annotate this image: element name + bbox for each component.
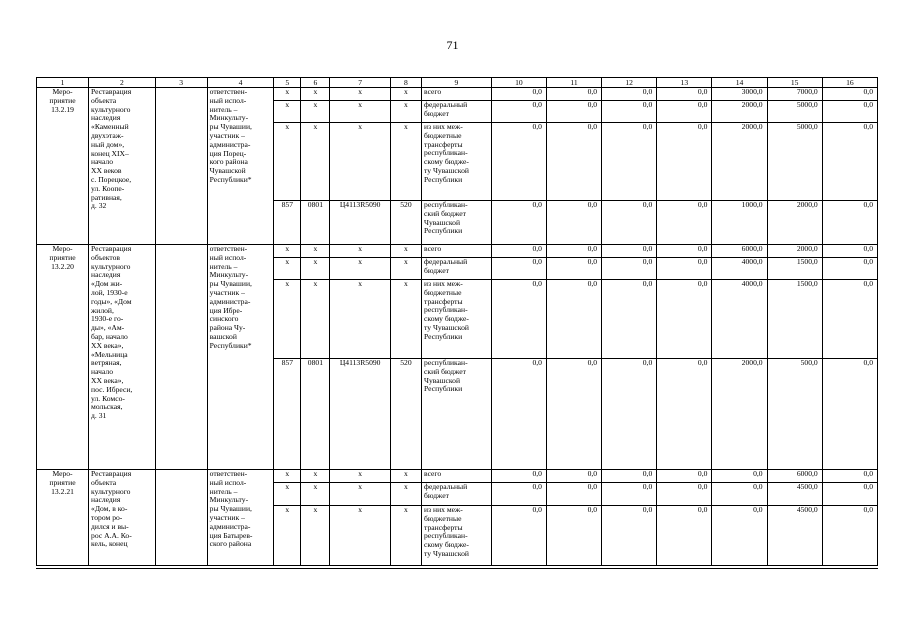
value-cell: 0,0 xyxy=(657,88,712,101)
header-cell: 13 xyxy=(657,78,712,88)
target-article-cell: Ц4113R5090 xyxy=(330,201,390,245)
value-cell: 0,0 xyxy=(822,88,877,101)
event-name-cell: Реставрация объектов культурного наследия «Дом жи- лой, 1930-е годы», «Дом жилой, 1930-е го- ды», «Ам- бар, начало XX века», «Мельница ветряная, начало XX века», пос. Ибреси, ул. Комсо- мольская, д. 31 xyxy=(89,245,156,470)
funding-source-cell: из них меж- бюджетные трансферты республикан- скому бюдже- ту Чувашской Республики xyxy=(422,280,492,359)
funding-source-cell: республикан- ский бюджет Чувашской Республики xyxy=(422,359,492,470)
value-cell: 0,0 xyxy=(546,201,601,245)
section-cell: x xyxy=(301,258,330,280)
value-cell: 0,0 xyxy=(602,483,657,506)
header-cell: 9 xyxy=(422,78,492,88)
value-cell: 0,0 xyxy=(822,201,877,245)
value-cell: 0,0 xyxy=(602,280,657,359)
value-cell: 0,0 xyxy=(546,280,601,359)
value-cell: 4000,0 xyxy=(712,258,767,280)
section-cell: x xyxy=(301,123,330,201)
target-article-cell: x xyxy=(330,101,390,123)
grbs-cell: 857 xyxy=(274,201,301,245)
value-cell: 500,0 xyxy=(767,359,822,470)
funding-source-cell: из них меж- бюджетные трансферты республикан- скому бюдже- ту Чувашской xyxy=(422,506,492,566)
value-cell: 0,0 xyxy=(491,101,546,123)
expense-type-cell: x xyxy=(390,258,421,280)
header-cell: 15 xyxy=(767,78,822,88)
value-cell: 0,0 xyxy=(822,258,877,280)
value-cell: 0,0 xyxy=(491,280,546,359)
value-cell: 0,0 xyxy=(546,101,601,123)
value-cell: 4000,0 xyxy=(712,280,767,359)
target-article-cell: x xyxy=(330,88,390,101)
value-cell: 0,0 xyxy=(546,258,601,280)
value-cell: 2000,0 xyxy=(712,359,767,470)
value-cell: 4500,0 xyxy=(767,506,822,566)
value-cell: 0,0 xyxy=(657,470,712,483)
value-cell: 0,0 xyxy=(546,245,601,258)
header-cell: 11 xyxy=(546,78,601,88)
funding-source-cell: всего xyxy=(422,245,492,258)
value-cell: 0,0 xyxy=(657,359,712,470)
table-row xyxy=(37,245,878,258)
grbs-cell: x xyxy=(274,483,301,506)
value-cell: 0,0 xyxy=(657,201,712,245)
value-cell: 0,0 xyxy=(657,280,712,359)
value-cell: 0,0 xyxy=(712,470,767,483)
target-article-cell: x xyxy=(330,123,390,201)
expense-type-cell: 520 xyxy=(390,359,421,470)
grbs-cell: x xyxy=(274,88,301,101)
value-cell: 0,0 xyxy=(546,359,601,470)
value-cell: 0,0 xyxy=(822,359,877,470)
target-article-cell: x xyxy=(330,280,390,359)
expense-type-cell: 520 xyxy=(390,201,421,245)
header-cell: 1 xyxy=(37,78,89,88)
col3-cell xyxy=(155,88,207,245)
expense-type-cell: x xyxy=(390,123,421,201)
value-cell: 2000,0 xyxy=(767,245,822,258)
header-cell: 7 xyxy=(330,78,390,88)
value-cell: 3000,0 xyxy=(712,88,767,101)
value-cell: 0,0 xyxy=(602,470,657,483)
value-cell: 0,0 xyxy=(546,470,601,483)
event-id-cell: Меро- приятие 13.2.19 xyxy=(37,88,89,245)
value-cell: 0,0 xyxy=(822,280,877,359)
value-cell: 4500,0 xyxy=(767,483,822,506)
header-cell: 5 xyxy=(274,78,301,88)
value-cell: 5000,0 xyxy=(767,101,822,123)
executor-cell: ответствен- ный испол- нитель – Минкульту- ры Чувашии, участник – администра- ция Порец- кого района Чувашской Республики* xyxy=(207,88,274,245)
grbs-cell: x xyxy=(274,101,301,123)
value-cell: 0,0 xyxy=(712,483,767,506)
grbs-cell: x xyxy=(274,470,301,483)
expense-type-cell: x xyxy=(390,470,421,483)
funding-source-cell: федеральный бюджет xyxy=(422,483,492,506)
event-id-cell: Меро- приятие 13.2.20 xyxy=(37,245,89,470)
header-cell: 12 xyxy=(602,78,657,88)
value-cell: 0,0 xyxy=(546,506,601,566)
value-cell: 1000,0 xyxy=(712,201,767,245)
header-row xyxy=(37,78,878,88)
value-cell: 6000,0 xyxy=(767,470,822,483)
value-cell: 0,0 xyxy=(491,245,546,258)
executor-cell: ответствен- ный испол- нитель – Минкульту- ры Чувашии, участник – администра- ция Ибре- синского района Чу- вашской Республики* xyxy=(207,245,274,470)
budget-table xyxy=(36,77,878,566)
section-cell: x xyxy=(301,470,330,483)
table-row xyxy=(37,470,878,483)
value-cell: 0,0 xyxy=(657,245,712,258)
value-cell: 0,0 xyxy=(491,123,546,201)
event-name-cell: Реставрация объекта культурного наследия «Каменный двухэтаж- ный дом», конец XIX– начало XX веков с. Порецкое, ул. Коопе- ративная, д. 32 xyxy=(89,88,156,245)
header-cell: 10 xyxy=(491,78,546,88)
value-cell: 0,0 xyxy=(657,258,712,280)
funding-source-cell: из них меж- бюджетные трансферты республикан- скому бюдже- ту Чувашской Республики xyxy=(422,123,492,201)
value-cell: 0,0 xyxy=(602,88,657,101)
value-cell: 0,0 xyxy=(822,470,877,483)
value-cell: 0,0 xyxy=(602,359,657,470)
header-cell: 3 xyxy=(155,78,207,88)
value-cell: 5000,0 xyxy=(767,123,822,201)
header-cell: 14 xyxy=(712,78,767,88)
value-cell: 0,0 xyxy=(546,483,601,506)
header-cell: 2 xyxy=(89,78,156,88)
value-cell: 0,0 xyxy=(657,483,712,506)
value-cell: 0,0 xyxy=(822,123,877,201)
value-cell: 0,0 xyxy=(822,101,877,123)
section-cell: x xyxy=(301,280,330,359)
table-bottom-border xyxy=(36,568,878,569)
value-cell: 2000,0 xyxy=(767,201,822,245)
target-article-cell: x xyxy=(330,506,390,566)
header-cell: 16 xyxy=(822,78,877,88)
value-cell: 0,0 xyxy=(822,506,877,566)
expense-type-cell: x xyxy=(390,506,421,566)
target-article-cell: x xyxy=(330,483,390,506)
value-cell: 0,0 xyxy=(822,245,877,258)
value-cell: 0,0 xyxy=(602,201,657,245)
value-cell: 0,0 xyxy=(546,123,601,201)
target-article-cell: x xyxy=(330,245,390,258)
section-cell: x xyxy=(301,245,330,258)
section-cell: 0801 xyxy=(301,201,330,245)
header-cell: 4 xyxy=(207,78,274,88)
expense-type-cell: x xyxy=(390,483,421,506)
value-cell: 2000,0 xyxy=(712,123,767,201)
section-cell: x xyxy=(301,88,330,101)
value-cell: 7000,0 xyxy=(767,88,822,101)
value-cell: 0,0 xyxy=(602,506,657,566)
value-cell: 2000,0 xyxy=(712,101,767,123)
header-cell: 8 xyxy=(390,78,421,88)
value-cell: 0,0 xyxy=(657,101,712,123)
executor-cell: ответствен- ный испол- нитель – Минкульту- ры Чувашии, участник – администра- ция Батырев- ского района xyxy=(207,470,274,566)
value-cell: 0,0 xyxy=(712,506,767,566)
value-cell: 0,0 xyxy=(822,483,877,506)
col3-cell xyxy=(155,470,207,566)
col3-cell xyxy=(155,245,207,470)
target-article-cell: Ц4113R5090 xyxy=(330,359,390,470)
section-cell: 0801 xyxy=(301,359,330,470)
grbs-cell: 857 xyxy=(274,359,301,470)
event-id-cell: Меро- приятие 13.2.21 xyxy=(37,470,89,566)
value-cell: 0,0 xyxy=(491,506,546,566)
table-body xyxy=(37,78,878,566)
value-cell: 0,0 xyxy=(491,258,546,280)
value-cell: 0,0 xyxy=(657,506,712,566)
funding-source-cell: республикан- ский бюджет Чувашской Республики xyxy=(422,201,492,245)
section-cell: x xyxy=(301,101,330,123)
value-cell: 0,0 xyxy=(602,245,657,258)
table-row xyxy=(37,88,878,101)
event-name-cell: Реставрация объекта культурного наследия «Дом, в ко- тором ро- дился и вы- рос А.А. Ко- кель, конец xyxy=(89,470,156,566)
value-cell: 1500,0 xyxy=(767,258,822,280)
value-cell: 1500,0 xyxy=(767,280,822,359)
target-article-cell: x xyxy=(330,258,390,280)
page-number: 71 xyxy=(446,38,459,52)
grbs-cell: x xyxy=(274,123,301,201)
grbs-cell: x xyxy=(274,506,301,566)
value-cell: 0,0 xyxy=(491,88,546,101)
header-cell: 6 xyxy=(301,78,330,88)
grbs-cell: x xyxy=(274,280,301,359)
expense-type-cell: x xyxy=(390,280,421,359)
grbs-cell: x xyxy=(274,245,301,258)
funding-source-cell: федеральный бюджет xyxy=(422,101,492,123)
value-cell: 0,0 xyxy=(546,88,601,101)
value-cell: 0,0 xyxy=(602,101,657,123)
funding-source-cell: федеральный бюджет xyxy=(422,258,492,280)
section-cell: x xyxy=(301,483,330,506)
value-cell: 0,0 xyxy=(491,359,546,470)
value-cell: 0,0 xyxy=(657,123,712,201)
value-cell: 0,0 xyxy=(491,201,546,245)
value-cell: 0,0 xyxy=(602,258,657,280)
value-cell: 0,0 xyxy=(491,470,546,483)
value-cell: 0,0 xyxy=(602,123,657,201)
expense-type-cell: x xyxy=(390,245,421,258)
funding-source-cell: всего xyxy=(422,88,492,101)
section-cell: x xyxy=(301,506,330,566)
funding-source-cell: всего xyxy=(422,470,492,483)
value-cell: 0,0 xyxy=(491,483,546,506)
value-cell: 6000,0 xyxy=(712,245,767,258)
expense-type-cell: x xyxy=(390,88,421,101)
grbs-cell: x xyxy=(274,258,301,280)
expense-type-cell: x xyxy=(390,101,421,123)
target-article-cell: x xyxy=(330,470,390,483)
